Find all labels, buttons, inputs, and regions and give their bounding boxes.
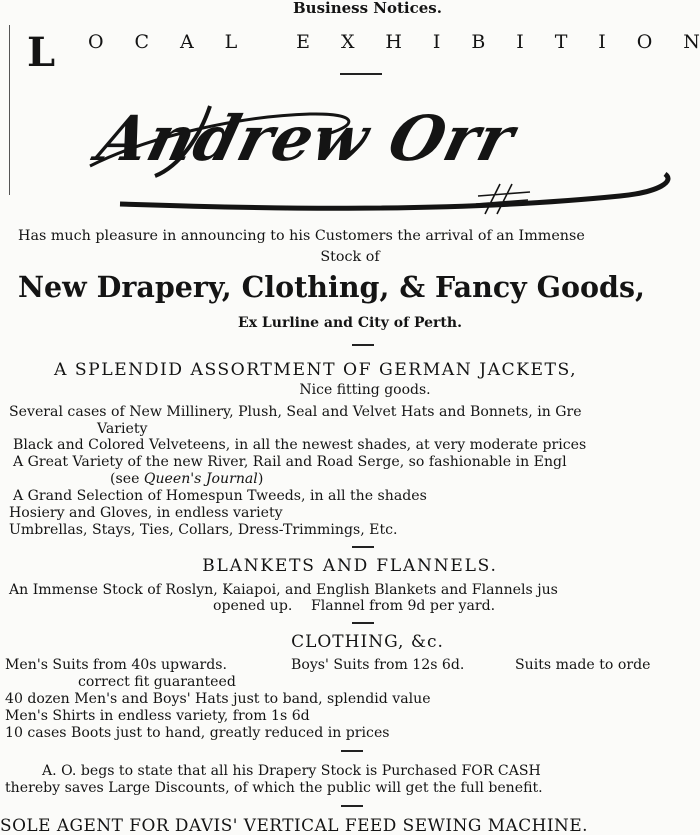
rule-top bbox=[340, 73, 382, 75]
rule-clothing bbox=[341, 750, 363, 752]
exhibition-letter: H bbox=[385, 31, 402, 53]
blankets-title: BLANKETS AND FLANNELS. bbox=[202, 556, 498, 576]
exhibition-initial: L bbox=[27, 29, 56, 76]
serge-note-prefix: (see bbox=[110, 471, 144, 487]
intro-line-2: Stock of bbox=[320, 249, 380, 265]
jackets-title: A SPLENDID ASSORTMENT OF GERMAN JACKETS, bbox=[54, 360, 578, 380]
exhibition-letter: B bbox=[471, 31, 486, 53]
exhibition-letter: O bbox=[636, 31, 653, 53]
intro-line-1: Has much pleasure in announcing to his Customers the arrival of an Immense bbox=[18, 228, 585, 244]
serge-note bbox=[110, 471, 263, 487]
exhibition-letter: C bbox=[134, 31, 150, 53]
suits-mens: Men's Suits from 40s upwards. bbox=[5, 657, 228, 673]
boots-line: 10 cases Boots just to hand, greatly reduced in prices bbox=[5, 725, 390, 741]
ships-line: Ex Lurline and City of Perth. bbox=[238, 315, 462, 331]
list-item: Umbrellas, Stays, Ties, Collars, Dress-Trimmings, Etc. bbox=[9, 522, 398, 538]
sole-agent-line: SOLE AGENT FOR DAVIS' VERTICAL FEED SEWING MACHINE. bbox=[0, 815, 589, 835]
exhibition-letter: I bbox=[516, 31, 524, 53]
serge-note-suffix: ) bbox=[257, 471, 264, 487]
blankets-line-2a: opened up. bbox=[213, 598, 293, 614]
blankets-line-2b: Flannel from 9d per yard. bbox=[311, 598, 496, 614]
signature-text: Andrew Orr bbox=[90, 102, 523, 175]
exhibition-letter: I bbox=[432, 31, 441, 53]
cash-line-1: A. O. begs to state that all his Drapery Stock is Purchased FOR CASH bbox=[42, 763, 541, 779]
exhibition-letter: T bbox=[554, 31, 568, 53]
exhibition-letter: I bbox=[598, 31, 606, 53]
exhibition-letter: X bbox=[340, 31, 355, 53]
suits-boys: Boys' Suits from 12s 6d. bbox=[291, 657, 465, 673]
list-item: A Great Variety of the new River, Rail and Road Serge, so fashionable in Engl bbox=[13, 454, 567, 470]
fit-guarantee: correct fit guaranteed bbox=[78, 674, 236, 690]
cash-line-2: thereby saves Large Discounts, of which the public will get the full benefit. bbox=[5, 780, 543, 796]
hats-line: 40 dozen Men's and Boys' Hats just to band, splendid value bbox=[5, 691, 431, 707]
shirts-line: Men's Shirts in endless variety, from 1s 6d bbox=[5, 708, 310, 724]
exhibition-letter: L bbox=[224, 31, 238, 53]
suits-order: Suits made to orde bbox=[515, 657, 651, 673]
exhibition-letter: N bbox=[683, 31, 700, 53]
signature-block bbox=[60, 96, 680, 216]
list-item: Black and Colored Velveteens, in all the newest shades, at very moderate prices bbox=[13, 437, 587, 453]
clothing-title: CLOTHING, &c. bbox=[291, 632, 444, 652]
blankets-line-1: An Immense Stock of Roslyn, Kaiapoi, and English Blankets and Flannels jus bbox=[9, 582, 558, 598]
jackets-subtitle: Nice fitting goods. bbox=[299, 382, 431, 398]
rule-cash bbox=[341, 805, 363, 807]
rule-items bbox=[352, 546, 374, 548]
exhibition-letters bbox=[88, 33, 700, 52]
list-item: Variety bbox=[97, 421, 148, 437]
list-item: Hosiery and Gloves, in endless variety bbox=[9, 505, 283, 521]
column-rule bbox=[9, 25, 10, 195]
exhibition-letter: E bbox=[296, 31, 311, 53]
exhibition-letter: A bbox=[179, 31, 194, 53]
queens-journal-title: Queen's Journal bbox=[143, 471, 258, 487]
rule-headline bbox=[352, 344, 374, 346]
section-header: Business Notices. bbox=[293, 0, 442, 17]
rule-blankets bbox=[352, 622, 374, 624]
list-item: Several cases of New Millinery, Plush, Seal and Velvet Hats and Bonnets, in Gre bbox=[9, 404, 582, 420]
exhibition-letter: O bbox=[88, 31, 104, 53]
list-item: A Grand Selection of Homespun Tweeds, in all the shades bbox=[13, 488, 427, 504]
headline: New Drapery, Clothing, & Fancy Goods, bbox=[18, 270, 645, 304]
